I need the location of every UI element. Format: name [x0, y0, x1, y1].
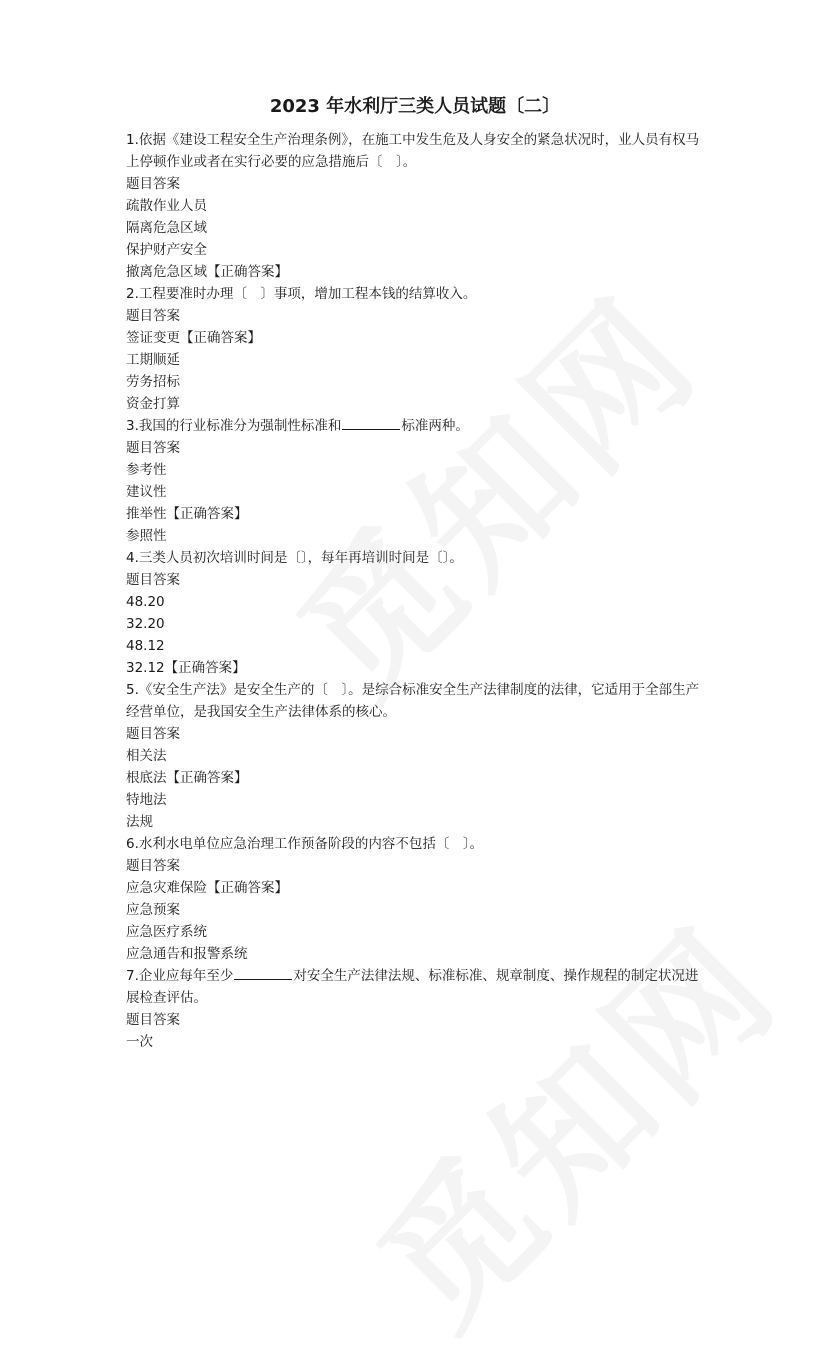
question-7-text-a: 7.企业应每年至少 — [126, 968, 234, 984]
question-7-text-b: 对安全生产法律法规、标准标准、规章制度、操作规程的制定状况进展检查评估。 — [126, 968, 699, 1006]
option: 资金打算 — [126, 396, 180, 412]
question-4-text: 4.三类人员初次培训时间是〔〕，每年再培训时间是〔〕。 — [126, 550, 463, 566]
option-correct: 应急灾难保险【正确答案】 — [126, 880, 288, 896]
option: 应急预案 — [126, 902, 180, 918]
option-correct: 推举性【正确答案】 — [126, 506, 248, 522]
option: 隔离危急区域 — [126, 220, 207, 236]
option-correct: 撤离危急区域【正确答案】 — [126, 264, 288, 280]
option: 相关法 — [126, 748, 167, 764]
fill-blank — [342, 415, 400, 430]
question-3-text-b: 标准两种。 — [401, 418, 469, 434]
option: 保护财产安全 — [126, 242, 207, 258]
option: 32.20 — [126, 616, 165, 632]
option-correct: 32.12【正确答案】 — [126, 660, 246, 676]
option: 特地法 — [126, 792, 167, 808]
option: 应急医疗系统 — [126, 924, 207, 940]
question-3-text — [126, 415, 711, 437]
question-5-text: 5.《安全生产法》是安全生产的〔 〕。是综合标准安全生产法律制度的法律，它适用于全部生产经营单位，是我国安全生产法律体系的核心。 — [126, 682, 700, 720]
answer-label: 题目答案 — [126, 1012, 180, 1028]
answer-label: 题目答案 — [126, 726, 180, 742]
question-list — [126, 129, 711, 1053]
answer-label: 题目答案 — [126, 308, 180, 324]
option: 劳务招标 — [126, 374, 180, 390]
option: 参照性 — [126, 528, 167, 544]
answer-label: 题目答案 — [126, 440, 180, 456]
page-title: 2023 年水利厅三类人员试题〔二〕 — [269, 96, 561, 117]
question-7-text — [126, 965, 711, 1009]
option: 应急通告和报警系统 — [126, 946, 248, 962]
answer-label: 题目答案 — [126, 572, 180, 588]
option: 48.12 — [126, 638, 165, 654]
option: 一次 — [126, 1034, 153, 1050]
question-6-text: 6.水利水电单位应急治理工作预备阶段的内容不包括〔 〕。 — [126, 836, 484, 852]
option-correct: 签证变更【正确答案】 — [126, 330, 261, 346]
option: 法规 — [126, 814, 153, 830]
answer-label: 题目答案 — [126, 858, 180, 874]
option-correct: 根底法【正确答案】 — [126, 770, 248, 786]
answer-label: 题目答案 — [126, 176, 180, 192]
question-3-text-a: 3.我国的行业标准分为强制性标准和 — [126, 418, 342, 434]
question-2-text: 2.工程要准时办理〔 〕事项，增加工程本钱的结算收入。 — [126, 286, 477, 302]
question-1-text: 1.依据《建设工程安全生产治理条例》，在施工中发生危及人身安全的紧急状况时，业人员有权马上停顿作业或者在实行必要的应急措施后〔 〕。 — [126, 132, 700, 170]
option: 建议性 — [126, 484, 167, 500]
option: 参考性 — [126, 462, 167, 478]
option: 工期顺延 — [126, 352, 180, 368]
fill-blank — [234, 965, 292, 980]
option: 48.20 — [126, 594, 165, 610]
option: 疏散作业人员 — [126, 198, 207, 214]
